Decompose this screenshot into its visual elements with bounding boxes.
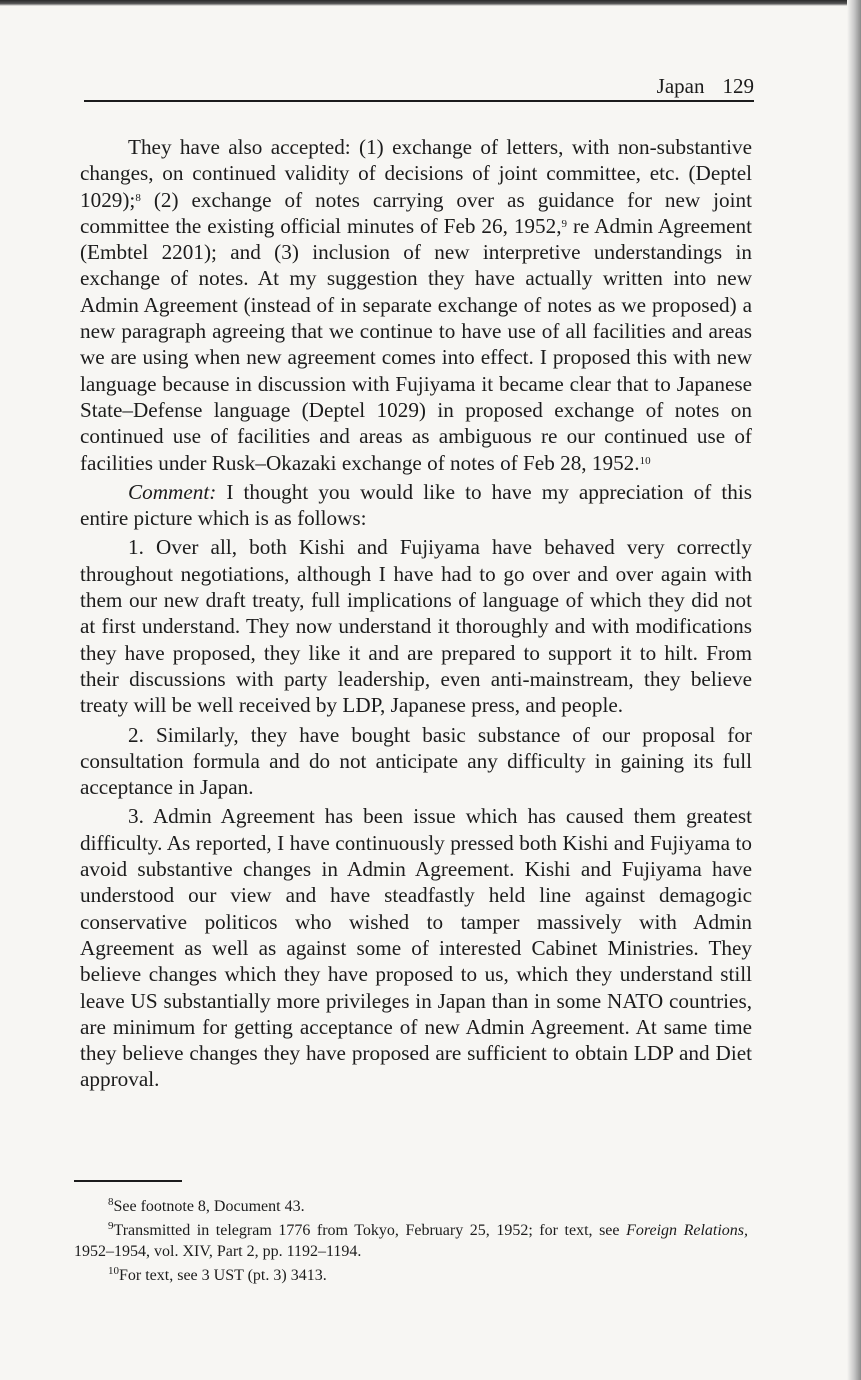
paragraph-1-part-a: They have also accepted: (1) exchange of letters, with non-substantive changes, on continued validity of decisions of joint committee, etc. (Deptel 1029);: [80, 135, 752, 212]
page-top-edge: [0, 0, 861, 6]
footnote-10-number: 10: [108, 1265, 119, 1277]
footnote-10-text: For text, see 3 UST (pt. 3) 3413.: [119, 1267, 327, 1284]
comment-text: I thought you would like to have my appreciation of this entire picture which is as follows:: [80, 479, 752, 531]
footnote-separator: [74, 1180, 182, 1182]
footnote-9-text-b: 1952–1954, vol. XIV, Part 2, pp. 1192–1194.: [74, 1243, 362, 1260]
footnote-8-text: See footnote 8, Document 43.: [113, 1198, 305, 1215]
footnote-ref-8: 8: [135, 191, 141, 204]
footnote-9-text-a: Transmitted in telegram 1776 from Tokyo, February 25, 1952; for text, see: [113, 1222, 627, 1239]
paragraph-point-1: 1. Over all, both Kishi and Fujiyama have behaved very correctly throughout negotiations, although I have had to go over and over again with them our new draft treaty, full implications of language of which they did not at first understand. They now understand it thoroughly and with modifications they have proposed, they like it and are prepared to support it to hilt. From their discussions with party leadership, even anti-mainstream, they believe treaty will be well received by LDP, Japanese press, and people.: [80, 535, 752, 718]
paragraph-1: [80, 134, 752, 476]
page-number: 129: [722, 74, 754, 98]
footnote-9: [74, 1220, 748, 1262]
paragraph-1-part-b: (2) exchange of notes carrying over as guidance for new joint committee the existing official minutes of Feb 26, 1952,: [80, 187, 752, 238]
paragraph-comment: [80, 479, 752, 532]
paragraph-1-part-c: re Admin Agreement (Embtel 2201); and (3) inclusion of new interpretive understandings in exchange of notes. At my suggestion they have actually written into new Admin Agreement (instead of in separate exchange of notes as we proposed) a new paragraph agreeing that we continue to have use of all facilities and areas we are using when new agreement comes into effect. I proposed this with new language because in discussion with Fujiyama it became clear that to Japanese State–Defense language (Deptel 1029) in proposed exchange of notes on continued use of facilities and areas as ambiguous re our continued use of facilities under Rusk–Okazaki exchange of notes of Feb 28, 1952.: [80, 213, 752, 475]
comment-label: Comment:: [128, 479, 217, 504]
running-head: [84, 72, 754, 102]
paragraph-point-2: 2. Similarly, they have bought basic substance of our proposal for consultation formula and do not anticipate any difficulty in gaining its full acceptance in Japan.: [80, 722, 752, 800]
footnote-9-number: 9: [108, 1220, 114, 1232]
paragraph-point-3: 3. Admin Agreement has been issue which has caused them greatest difficulty. As reported, I have continuously pressed both Kishi and Fujiyama to avoid substantive changes in Admin Agreement. Kishi and Fujiyama have understood our view and have steadfastly held line against demagogic conservative politicos who wished to tamper massively with Admin Agreement as well as against some of interested Cabinet Ministries. They believe changes which they have proposed to us, which they understand still leave US substantially more privileges in Japan than in some NATO countries, are minimum for getting acceptance of new Admin Agreement. At same time they believe changes they have proposed are sufficient to obtain LDP and Diet approval.: [80, 804, 752, 1092]
footnote-8: [74, 1196, 748, 1217]
footnote-10: [74, 1265, 748, 1286]
footnotes: [74, 1196, 748, 1289]
footnote-ref-10: 10: [639, 454, 651, 467]
footnote-9-italic: Foreign Relations,: [626, 1222, 749, 1239]
footnote-8-number: 8: [108, 1196, 114, 1208]
page-binding-edge: [847, 0, 861, 1380]
main-text: [80, 134, 752, 1096]
running-head-title: Japan: [656, 74, 705, 98]
footnote-ref-9: 9: [561, 217, 568, 230]
